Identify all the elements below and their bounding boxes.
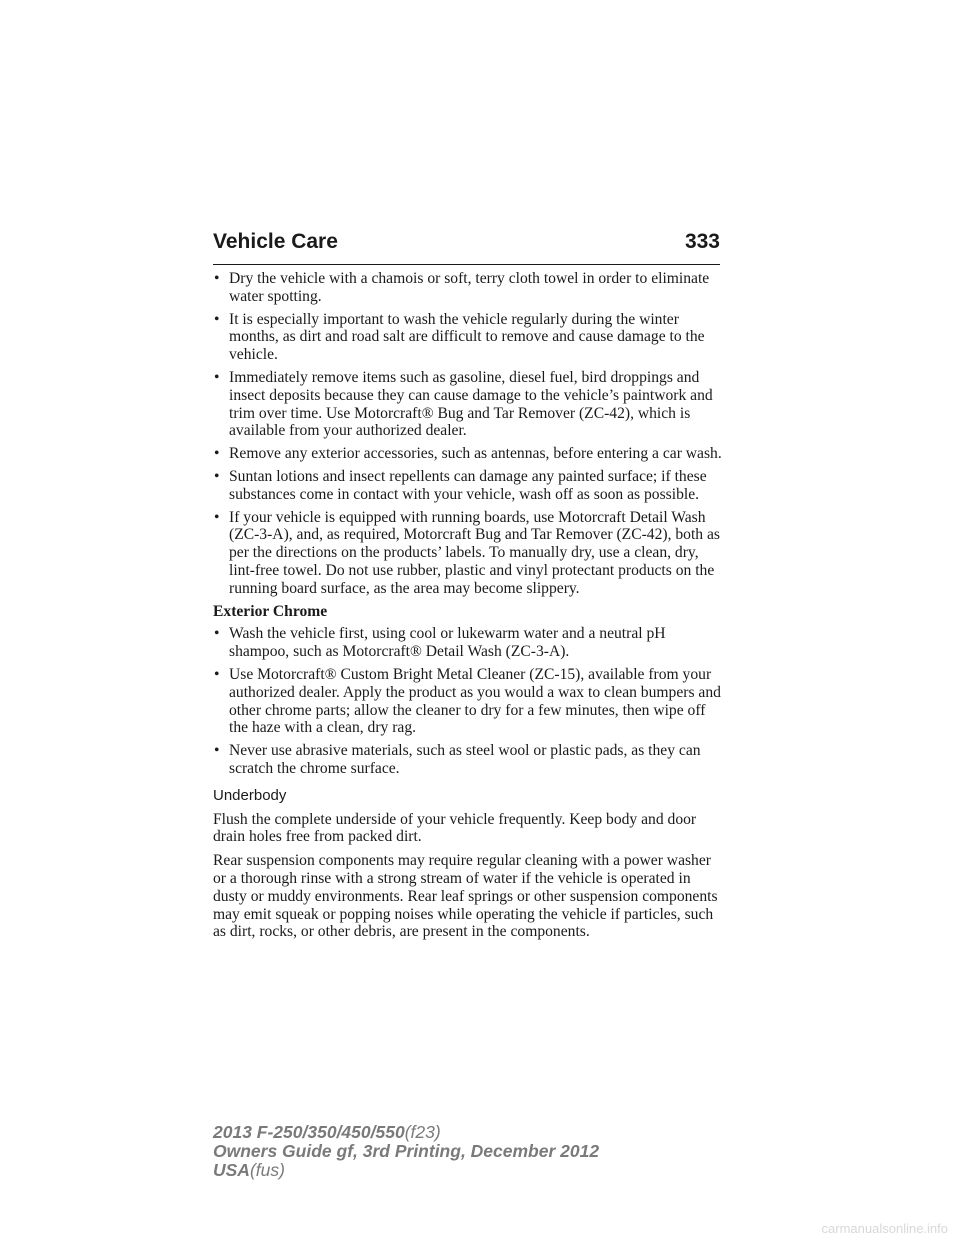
- footer-market-line: [213, 1161, 599, 1180]
- bullet-icon: •: [214, 665, 220, 683]
- footer-edition-line: Owners Guide gf, 3rd Printing, December 2012: [213, 1141, 600, 1161]
- list-item-text: If your vehicle is equipped with running boards, use Motorcraft Detail Wash (ZC-3-A), and, as required, Motorcraft Bug and Tar Remover (ZC-42), both as per the directions on the products’ labels. To manually dry, use a clean, dry, lint-free towel. Do not use rubber, plastic and vinyl protectant products on the running board surface, as the area may become slippery.: [229, 508, 720, 597]
- bullet-icon: •: [214, 625, 220, 643]
- list-item: [213, 625, 723, 661]
- watermark: carmanualsonline.info: [821, 1221, 948, 1236]
- footer-market-code: (fus): [249, 1160, 285, 1180]
- list-item-text: Suntan lotions and insect repellents can damage any painted surface; if these substances come in contact with your vehicle, wash off as soon as possible.: [229, 467, 707, 503]
- footer-model-code: (f23): [404, 1122, 441, 1142]
- list-item-text: Use Motorcraft® Custom Bright Metal Cleaner (ZC-15), available from your authorized dealer. Apply the product as you would a wax to clean bumpers and other chrome parts; allow the cleaner to dry for a few minutes, then wipe off the haze with a clean, dry rag.: [229, 665, 721, 737]
- footer-market: USA: [213, 1160, 250, 1180]
- list-item-text: It is especially important to wash the vehicle regularly during the winter months, as dirt and road salt are difficult to remove and cause damage to the vehicle.: [229, 310, 705, 364]
- list-item-text: Never use abrasive materials, such as steel wool or plastic pads, as they can scratch the chrome surface.: [229, 742, 701, 777]
- bullet-icon: •: [214, 508, 220, 526]
- footer-model-line: [213, 1123, 599, 1142]
- bullet-icon: •: [214, 445, 220, 463]
- page-content: [213, 270, 723, 947]
- section-title: Vehicle Care: [213, 230, 338, 253]
- exterior-chrome-heading: Exterior Chrome: [213, 602, 328, 620]
- list-item: [213, 369, 723, 440]
- page-footer: [213, 1123, 599, 1180]
- list-item-text: Dry the vehicle with a chamois or soft, terry cloth towel in order to eliminate water spotting.: [229, 270, 710, 305]
- list-item: [213, 270, 723, 306]
- list-item: [213, 666, 723, 737]
- list-item: [213, 311, 723, 364]
- list-item-text: Wash the vehicle first, using cool or lukewarm water and a neutral pH shampoo, such as Motorcraft® Detail Wash (ZC-3-A).: [229, 625, 666, 661]
- list-item: [213, 742, 723, 778]
- list-item-text: Remove any exterior accessories, such as antennas, before entering a car wash.: [229, 445, 722, 463]
- underbody-heading: Underbody: [213, 786, 287, 804]
- list-item: [213, 509, 723, 598]
- paragraph: Rear suspension components may require regular cleaning with a power washer or a thorough rinse with a strong stream of water if the vehicle is operated in dusty or muddy environments. Rear leaf springs or other suspension components may emit squeak or popping noises while operating the vehicle if particles, such as dirt, rocks, or other debris, are present in the components.: [213, 852, 718, 941]
- list-item-text: Immediately remove items such as gasoline, diesel fuel, bird droppings and insect deposits because they can cause damage to the vehicle’s paintwork and trim over time. Use Motorcraft® Bug and Tar Remover (ZC-42), which is available from your authorized dealer.: [229, 368, 713, 440]
- page-header: [213, 228, 720, 265]
- paragraph: Flush the complete underside of your vehicle frequently. Keep body and door drain holes free from packed dirt.: [213, 810, 697, 846]
- list-item: [213, 468, 723, 504]
- bullet-icon: •: [214, 368, 220, 386]
- bullet-icon: •: [214, 270, 220, 287]
- footer-model: 2013 F-250/350/450/550: [213, 1122, 405, 1142]
- bullet-icon: •: [214, 310, 220, 328]
- page-number: 333: [684, 230, 720, 253]
- list-item: [213, 445, 723, 463]
- bullet-icon: •: [214, 467, 220, 485]
- bullet-icon: •: [214, 742, 220, 760]
